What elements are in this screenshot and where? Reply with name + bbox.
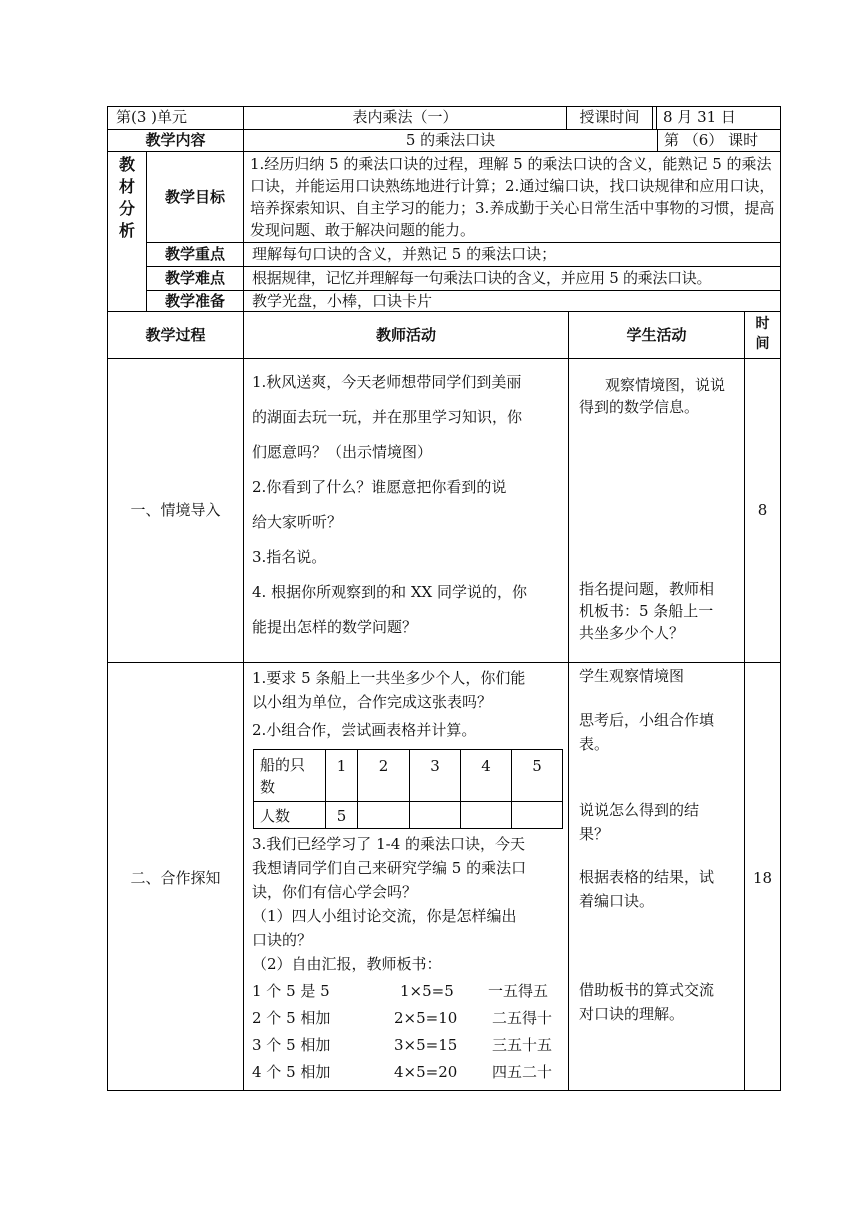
section2-teacher-bottom <box>252 832 564 976</box>
formula-desc: 3 个 5 相加 <box>252 1036 331 1054</box>
side-char: 析 <box>118 221 135 240</box>
boat-count-cell: 4 <box>481 757 491 775</box>
teacher-line: 1.秋风送爽，今天老师想带同学们到美丽 <box>252 373 522 391</box>
student-line: 对口诀的理解。 <box>579 1005 685 1023</box>
label-line: 数 <box>260 778 276 796</box>
teacher-line: （2）自由汇报，教师板书： <box>252 955 442 973</box>
goal-label: 教学目标 <box>164 188 225 206</box>
time-header <box>745 314 780 354</box>
side-char: 教 <box>118 155 135 174</box>
content-value: 5 的乘法口诀 <box>405 131 496 149</box>
formula-expr: 1×5=5 <box>400 982 454 1000</box>
section2-time: 18 <box>752 869 773 887</box>
goal-text: 1.经历归纳 5 的乘法口诀的过程，理解 5 的乘法口诀的含义，能熟记 5 的乘法口诀，并能运用口诀熟练地进行计算；2.通过编口诀，找口诀规律和应用口诀，培养探索知识、自主学习的能力；3.养成勤于关心日常生活中事物的习惯，提高发现问题、敢于解决问题的能力。 <box>250 155 775 239</box>
section2-title: 二、合作探知 <box>130 869 221 887</box>
prep-text: 教学光盘，小棒，口诀卡片 <box>252 292 433 310</box>
formula-row <box>252 1059 564 1086</box>
formula-row <box>252 1032 564 1059</box>
section2-student-1 <box>579 664 743 688</box>
boat-count-cell: 2 <box>378 757 389 775</box>
formula-rhyme: 四五二十 <box>492 1063 553 1081</box>
lesson-number: 第 （6） 课时 <box>664 131 759 149</box>
time-label: 授课时间 <box>579 108 640 126</box>
people-count-cell: 5 <box>336 807 347 825</box>
side-char: 材 <box>118 177 135 196</box>
student-line: 观察情境图，说说 <box>605 376 726 394</box>
student-line: 共坐多少个人？ <box>579 624 685 642</box>
section2-student-2 <box>579 708 743 756</box>
boat-count-cell: 3 <box>430 757 440 775</box>
content-label: 教学内容 <box>145 131 206 149</box>
people-count-label: 人数 <box>260 807 291 825</box>
boat-count-cell: 1 <box>336 757 347 775</box>
student-line: 学生观察情境图 <box>579 667 685 685</box>
teacher-line: 4. 根据你所观察到的和 XX 同学说的，你 <box>252 583 527 601</box>
key-text: 理解每句口诀的含义，并熟记 5 的乘法口诀； <box>252 245 557 263</box>
formula-row <box>252 1005 564 1032</box>
boat-count-label <box>260 754 305 798</box>
formula-list <box>252 978 564 1086</box>
student-line: 根据表格的结果，试 <box>579 868 715 886</box>
student-line: 机板书：5 条船上一 <box>579 602 714 620</box>
teacher-line: 口诀的？ <box>252 931 313 949</box>
teacher-line: （1）四人小组讨论交流，你是怎样编出 <box>252 907 517 925</box>
student-line: 着编口诀。 <box>579 892 655 910</box>
formula-expr: 3×5=15 <box>394 1036 458 1054</box>
teacher-line: 我想请同学们自己来研究学编 5 的乘法口 <box>252 859 527 877</box>
unit-title: 表内乘法（一） <box>352 108 458 126</box>
student-line: 思考后，小组合作填 <box>579 711 715 729</box>
student-line: 得到的数学信息。 <box>579 398 700 416</box>
prep-label: 教学准备 <box>164 292 225 310</box>
formula-rhyme: 一五得五 <box>488 982 549 1000</box>
formula-desc: 4 个 5 相加 <box>252 1063 331 1081</box>
time-header-char: 时 <box>755 316 770 332</box>
teacher-line: 们愿意吗？（出示情境图） <box>252 443 433 461</box>
teacher-line: 以小组为单位，合作完成这张表吗？ <box>252 693 493 711</box>
teacher-line: 的湖面去玩一玩，并在那里学习知识，你 <box>252 408 523 426</box>
student-line: 借助板书的算式交流 <box>579 981 715 999</box>
section1-student-b <box>579 578 743 644</box>
teacher-header: 教师活动 <box>375 326 436 344</box>
teacher-line: 1.要求 5 条船上一共坐多少个人，你们能 <box>252 669 526 687</box>
teacher-line: 3.指名说。 <box>252 548 327 566</box>
formula-expr: 2×5=10 <box>394 1009 458 1027</box>
section1-time: 8 <box>757 501 768 519</box>
student-line: 表。 <box>579 735 610 753</box>
side-char: 分 <box>118 199 135 218</box>
section1-teacher <box>252 365 564 645</box>
process-header: 教学过程 <box>145 326 206 344</box>
teacher-line: 诀，你们有信心学会吗？ <box>252 883 418 901</box>
teacher-line: 2.你看到了什么？谁愿意把你看到的说 <box>252 478 507 496</box>
section1-title: 一、情境导入 <box>130 501 221 519</box>
boat-count-cell: 5 <box>532 757 542 775</box>
formula-desc: 1 个 5 是 5 <box>252 982 330 1000</box>
section1-student-a <box>579 374 743 418</box>
section2-teacher-top <box>252 666 564 742</box>
formula-expr: 4×5=20 <box>394 1063 458 1081</box>
teacher-line: 3.我们已经学习了 1-4 的乘法口诀，今天 <box>252 835 526 853</box>
difficulty-text: 根据规律，记忆并理解每一句乘法口诀的含义，并应用 5 的乘法口诀。 <box>252 269 712 287</box>
time-header-char: 间 <box>755 336 770 352</box>
student-header: 学生活动 <box>626 326 687 344</box>
section2-student-5 <box>579 978 743 1026</box>
formula-row <box>252 978 564 1005</box>
formula-rhyme: 二五得十 <box>492 1009 553 1027</box>
teacher-line: 能提出怎样的数学问题？ <box>252 618 418 636</box>
teacher-line: 给大家听听？ <box>252 513 343 531</box>
section2-student-4 <box>579 865 743 913</box>
difficulty-label: 教学难点 <box>164 269 225 287</box>
analysis-side-label <box>108 154 146 242</box>
section2-student-3 <box>579 798 743 846</box>
formula-rhyme: 三五十五 <box>492 1036 553 1054</box>
teacher-line: 2.小组合作，尝试画表格并计算。 <box>252 721 477 739</box>
label-line: 船的只 <box>260 756 306 774</box>
student-line: 果？ <box>579 825 610 843</box>
unit-label: 第(3 )单元 <box>116 108 188 126</box>
formula-desc: 2 个 5 相加 <box>252 1009 331 1027</box>
key-label: 教学重点 <box>164 245 225 263</box>
time-value: 8 月 31 日 <box>663 108 736 126</box>
student-line: 说说怎么得到的结 <box>579 801 700 819</box>
student-line: 指名提问题，教师相 <box>579 580 715 598</box>
